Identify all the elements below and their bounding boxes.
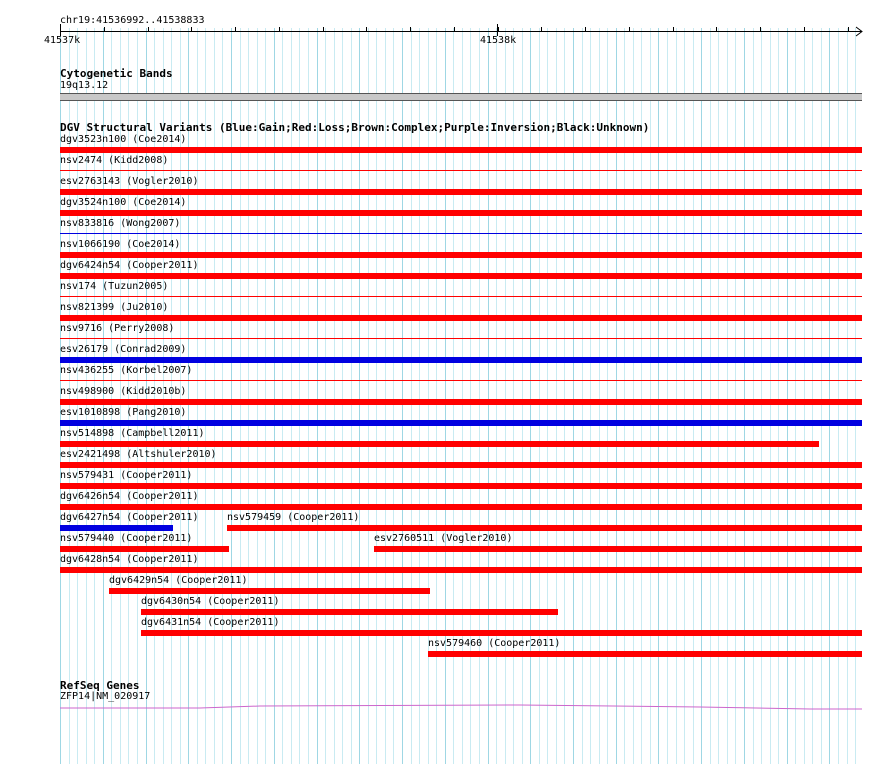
variant-label[interactable]: nsv436255 (Korbel2007) — [60, 365, 193, 376]
variant-label[interactable]: dgv3523n100 (Coe2014) — [60, 134, 187, 145]
variant-label[interactable]: dgv6428n54 (Cooper2011) — [60, 554, 199, 565]
variant-label[interactable]: nsv579459 (Cooper2011) — [227, 512, 360, 523]
ruler-label-mid: 41538k — [480, 35, 517, 46]
ruler-label-left: 41537k — [44, 35, 81, 46]
variant-label[interactable]: nsv174 (Tuzun2005) — [60, 281, 169, 292]
variant-label[interactable]: nsv579431 (Cooper2011) — [60, 470, 193, 481]
variant-label[interactable]: nsv498900 (Kidd2010b) — [60, 386, 187, 397]
variant-label[interactable]: dgv6424n54 (Cooper2011) — [60, 260, 199, 271]
variant-label[interactable]: dgv6431n54 (Cooper2011) — [141, 617, 280, 628]
variant-label[interactable]: nsv1066190 (Coe2014) — [60, 239, 181, 250]
gene-line[interactable] — [60, 705, 862, 709]
variant-label[interactable]: esv26179 (Conrad2009) — [60, 344, 187, 355]
variant-label[interactable]: nsv514898 (Campbell2011) — [60, 428, 205, 439]
variant-label[interactable]: esv1010898 (Pang2010) — [60, 407, 187, 418]
coordinate-label: chr19:41536992..41538833 — [60, 15, 205, 26]
variant-label[interactable]: dgv6427n54 (Cooper2011) — [60, 512, 199, 523]
variant-label[interactable]: nsv9716 (Perry2008) — [60, 323, 175, 334]
variant-label[interactable]: nsv579460 (Cooper2011) — [428, 638, 561, 649]
refseq-track-title[interactable]: RefSeq Genes — [60, 679, 140, 692]
variant-label[interactable]: nsv579440 (Cooper2011) — [60, 533, 193, 544]
variant-label[interactable]: dgv6426n54 (Cooper2011) — [60, 491, 199, 502]
refseq-gene-label[interactable]: ZFP14|NM_020917 — [60, 691, 151, 702]
variant-label[interactable]: nsv833816 (Wong2007) — [60, 218, 181, 229]
variant-label[interactable]: dgv3524n100 (Coe2014) — [60, 197, 187, 208]
variant-label[interactable]: esv2421498 (Altshuler2010) — [60, 449, 217, 460]
variant-label[interactable]: esv2763143 (Vogler2010) — [60, 176, 199, 187]
cytoband-track-title[interactable]: Cytogenetic Bands — [60, 67, 173, 80]
variant-label[interactable]: nsv2474 (Kidd2008) — [60, 155, 169, 166]
dgv-track-title[interactable]: DGV Structural Variants (Blue:Gain;Red:Loss;Brown:Complex;Purple:Inversion;Black:Unknown) — [60, 121, 650, 134]
variant-label[interactable]: nsv821399 (Ju2010) — [60, 302, 169, 313]
variant-label[interactable]: dgv6429n54 (Cooper2011) — [109, 575, 248, 586]
variant-label[interactable]: dgv6430n54 (Cooper2011) — [141, 596, 280, 607]
variant-label[interactable]: esv2760511 (Vogler2010) — [374, 533, 513, 544]
cytoband-label: 19q13.12 — [60, 80, 109, 91]
